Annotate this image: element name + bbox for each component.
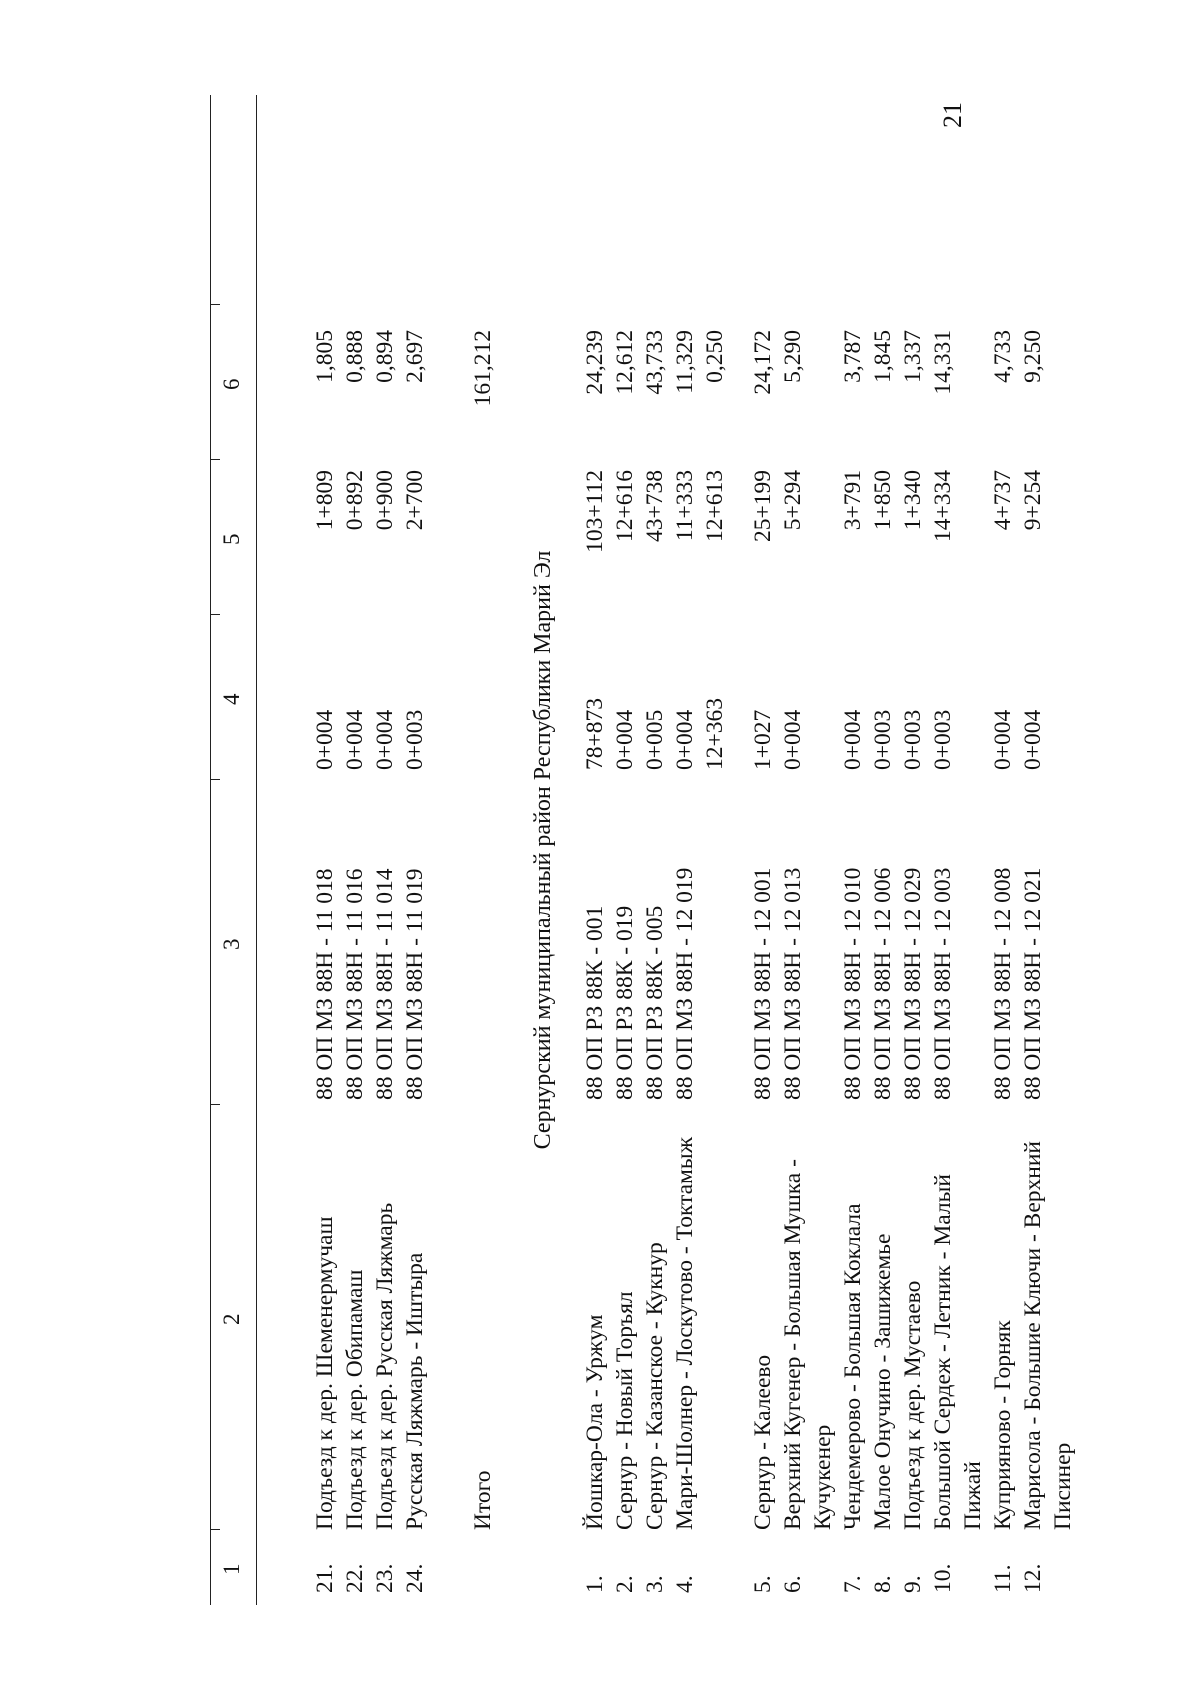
- table-row: [580, 95, 610, 1605]
- length: 24,239: [582, 330, 608, 395]
- row-number: 11.: [990, 1564, 1016, 1593]
- road-name: Малое Онучино - Зашижемье: [870, 1233, 896, 1530]
- table-row-continuation: [1048, 95, 1078, 1605]
- road-id: 88 ОП МЗ 88Н - 12 008: [990, 867, 1016, 1100]
- length: 2,697: [402, 330, 428, 383]
- km-end: 1+340: [900, 470, 926, 531]
- km-start: 0+004: [372, 709, 398, 770]
- column-header: 4: [219, 693, 244, 705]
- km-start: 0+005: [642, 709, 668, 770]
- table-row: [310, 95, 340, 1605]
- road-name: Подъезд к дер. Обипамаш: [342, 1269, 368, 1530]
- row-number: 21.: [312, 1563, 338, 1593]
- km-start: 12+363: [702, 697, 728, 770]
- page-number: 21: [938, 102, 967, 128]
- table-row: [340, 95, 370, 1605]
- length: 3,787: [840, 330, 866, 383]
- length: 0,894: [372, 330, 398, 383]
- road-id: 88 ОП МЗ 88Н - 12 003: [930, 867, 956, 1100]
- length: 12,612: [612, 330, 638, 395]
- total-label: Итого: [470, 1470, 496, 1530]
- col-divider: [210, 1104, 220, 1105]
- road-id: 88 ОП МЗ 88Н - 11 019: [402, 868, 428, 1100]
- col-divider: [210, 304, 220, 305]
- km-end: 14+334: [930, 470, 956, 543]
- km-end: 3+791: [840, 470, 866, 531]
- row-number: 23.: [372, 1563, 398, 1593]
- length: 11,329: [672, 330, 698, 394]
- road-id: 88 ОП МЗ 88Н - 12 019: [672, 867, 698, 1100]
- row-number: 9.: [900, 1575, 926, 1593]
- length: 9,250: [1020, 330, 1046, 383]
- road-name: Подъезд к дер. Мустаево: [900, 1280, 926, 1530]
- road-name: Мари-Шолнер - Лоскутово - Токтамыж: [672, 1137, 698, 1530]
- km-start: 0+004: [312, 709, 338, 770]
- km-start: 0+004: [342, 709, 368, 770]
- road-name: Марисола - Большие Ключи - Верхний: [1020, 1141, 1046, 1530]
- column-header: 2: [219, 1313, 244, 1325]
- km-end: 2+700: [402, 470, 428, 531]
- road-name: Верхний Кугенер - Большая Мушка -: [780, 1159, 806, 1530]
- column-header: 6: [219, 378, 244, 390]
- km-end: 0+900: [372, 470, 398, 531]
- km-end: 103+112: [582, 470, 608, 553]
- table-row: [988, 95, 1018, 1605]
- row-number: 2.: [612, 1575, 638, 1593]
- table-row: [778, 95, 808, 1605]
- km-end: 1+809: [312, 470, 338, 531]
- total-row: [468, 95, 498, 1605]
- table-row: [370, 95, 400, 1605]
- rotated-table: [210, 95, 1076, 1605]
- road-name: Йошкар-Ола - Уржум: [582, 1314, 608, 1530]
- road-id: 88 ОП МЗ 88Н - 11 018: [312, 868, 338, 1100]
- table-row: [898, 95, 928, 1605]
- road-name: Большой Сердеж - Летник - Малый: [930, 1174, 956, 1530]
- table-row-continuation: [958, 95, 988, 1605]
- table-row: [640, 95, 670, 1605]
- km-end: 12+616: [612, 470, 638, 543]
- road-id: 88 ОП РЗ 88К - 005: [642, 905, 668, 1100]
- row-number: 8.: [870, 1575, 896, 1593]
- km-end: 1+850: [870, 470, 896, 531]
- table-row: [838, 95, 868, 1605]
- table-row-continuation: [808, 95, 838, 1605]
- length: 4,733: [990, 330, 1016, 383]
- road-name: Пижай: [960, 1461, 986, 1530]
- km-end: 11+333: [672, 470, 698, 542]
- road-name: Подъезд к дер. Русская Ляжмарь: [372, 1202, 398, 1530]
- row-number: 24.: [402, 1563, 428, 1593]
- km-start: 0+004: [780, 709, 806, 770]
- km-end: 25+199: [750, 470, 776, 543]
- table-row: [670, 95, 700, 1605]
- row-number: 3.: [642, 1575, 668, 1593]
- length: 1,845: [870, 330, 896, 383]
- length: 14,331: [930, 330, 956, 395]
- km-start: 0+003: [930, 709, 956, 770]
- col-divider: [210, 459, 220, 460]
- road-id: 88 ОП МЗ 88Н - 12 001: [750, 867, 776, 1100]
- km-end: 4+737: [990, 470, 1016, 531]
- km-start: 0+003: [402, 709, 428, 770]
- road-id: 88 ОП МЗ 88Н - 12 010: [840, 867, 866, 1100]
- road-name: Сернур - Калеево: [750, 1354, 776, 1530]
- table-row: [868, 95, 898, 1605]
- km-start: 1+027: [750, 709, 776, 770]
- table-row: [700, 95, 730, 1605]
- table-row: [400, 95, 430, 1605]
- table-row: [928, 95, 958, 1605]
- section-title: Сернурский муниципальный район Республики Марий Эл: [530, 550, 556, 1150]
- km-start: 0+004: [612, 709, 638, 770]
- road-id: 88 ОП МЗ 88Н - 12 029: [900, 867, 926, 1100]
- road-name: Писинер: [1050, 1442, 1076, 1530]
- table-top-border: [210, 95, 211, 1605]
- km-end: 9+254: [1020, 470, 1046, 531]
- col-divider: [210, 614, 220, 615]
- length: 1,337: [900, 330, 926, 383]
- km-start: 0+003: [900, 709, 926, 770]
- row-number: 5.: [750, 1575, 776, 1593]
- road-id: 88 ОП МЗ 88Н - 12 021: [1020, 867, 1046, 1100]
- km-start: 0+004: [990, 709, 1016, 770]
- km-end: 12+613: [702, 470, 728, 543]
- road-name: Русская Ляжмарь - Иштыра: [402, 1252, 428, 1530]
- km-end: 5+294: [780, 470, 806, 531]
- km-start: 0+004: [672, 709, 698, 770]
- km-start: 0+004: [840, 709, 866, 770]
- column-header: 5: [219, 533, 244, 545]
- column-header: 1: [219, 1563, 244, 1575]
- road-name: Сернур - Новый Торъял: [612, 1291, 638, 1530]
- km-start: 78+873: [582, 697, 608, 770]
- road-id: 88 ОП МЗ 88Н - 11 016: [342, 868, 368, 1100]
- road-id: 88 ОП МЗ 88Н - 11 014: [372, 868, 398, 1100]
- row-number: 10.: [930, 1563, 956, 1593]
- road-name: Подъезд к дер. Шеменермучаш: [312, 1216, 338, 1530]
- km-end: 43+738: [642, 470, 668, 543]
- km-start: 0+004: [1020, 709, 1046, 770]
- total-value: 161,212: [470, 330, 496, 407]
- length: 5,290: [780, 330, 806, 383]
- row-number: 1.: [582, 1575, 608, 1593]
- header-bottom-border: [256, 95, 257, 1605]
- row-number: 22.: [342, 1563, 368, 1593]
- road-id: 88 ОП РЗ 88К - 019: [612, 905, 638, 1100]
- road-name: Кучукенер: [810, 1424, 836, 1530]
- km-end: 0+892: [342, 470, 368, 531]
- road-id: 88 ОП МЗ 88Н - 12 006: [870, 867, 896, 1100]
- length: 1,805: [312, 330, 338, 383]
- row-number: 12.: [1020, 1563, 1046, 1593]
- table-row: [1018, 95, 1048, 1605]
- length: 24,172: [750, 330, 776, 395]
- km-start: 0+003: [870, 709, 896, 770]
- row-number: 4.: [672, 1575, 698, 1593]
- column-header: 3: [219, 938, 244, 950]
- length: 43,733: [642, 330, 668, 395]
- road-id: 88 ОП РЗ 88К - 001: [582, 905, 608, 1100]
- road-name: Сернур - Казанское - Кукнур: [642, 1242, 668, 1530]
- road-name: Чендемерово - Большая Коклала: [840, 1203, 866, 1530]
- table-row: [748, 95, 778, 1605]
- length: 0,250: [702, 330, 728, 383]
- length: 0,888: [342, 330, 368, 383]
- road-name: Куприяново - Горняк: [990, 1320, 1016, 1530]
- col-divider: [210, 779, 220, 780]
- row-number: 6.: [780, 1575, 806, 1593]
- row-number: 7.: [840, 1575, 866, 1593]
- table-row: [610, 95, 640, 1605]
- road-id: 88 ОП МЗ 88Н - 12 013: [780, 867, 806, 1100]
- col-divider: [210, 1529, 220, 1530]
